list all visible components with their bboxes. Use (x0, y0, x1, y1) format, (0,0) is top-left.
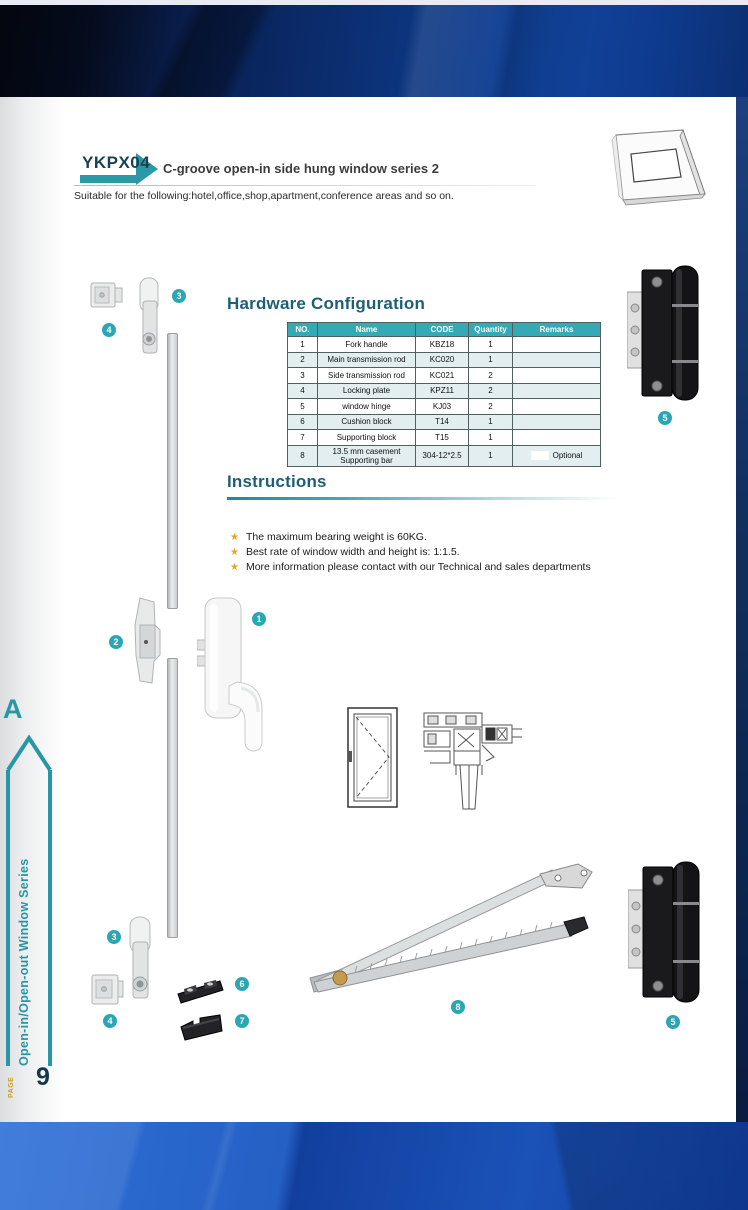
page-right-edge (736, 97, 748, 1122)
locking-plate-image (91, 972, 124, 1012)
section-letter: A (3, 694, 23, 724)
badge-hinge: 5 (666, 1015, 680, 1029)
instruction-text: Best rate of window width and height is: 1:1.5. (245, 546, 460, 558)
badge-main-rod: 2 (109, 635, 123, 649)
table-row: 1 Fork handle KBZ18 1 (288, 337, 601, 353)
badge-locking-plate: 4 (103, 1014, 117, 1028)
instruction-item (230, 546, 460, 558)
table-row: 4 Locking plate KPZ11 2 (288, 383, 601, 399)
instructions-title: Instructions (227, 472, 327, 491)
table-row: 8 13.5 mm casement Supporting bar 304-12*2.5 1 Optional (288, 445, 601, 466)
product-code: YKPX04 (82, 153, 151, 172)
cushion-block-image (176, 975, 225, 1012)
hardware-config-title: Hardware Configuration (227, 294, 426, 313)
page-subtitle: Suitable for the following:hotel,office,shop,apartment,conference areas and so on. (74, 190, 454, 202)
supporting-bar-image (300, 862, 602, 999)
badge-cushion-block: 6 (235, 977, 249, 991)
table-row: 3 Side transmission rod KC021 2 (288, 368, 601, 384)
window-hinge-image (627, 264, 701, 407)
star-icon: ★ (230, 562, 239, 573)
locking-plate-image (90, 281, 123, 314)
table-header-row (288, 323, 601, 337)
product-code-underline-bar (80, 175, 138, 183)
side-transmission-rod-image (136, 277, 162, 364)
table-row: 7 Supporting block T15 1 (288, 430, 601, 446)
badge-locking-plate: 4 (102, 323, 116, 337)
side-transmission-rod-image (124, 916, 154, 1009)
instruction-text: More information please contact with our Technical and sales departments (245, 561, 591, 573)
main-transmission-connector-image (132, 597, 162, 690)
col-remarks: Remarks (513, 323, 601, 337)
col-code: CODE (416, 323, 469, 337)
page-label: PAGE (8, 1076, 15, 1098)
col-name: Name (318, 323, 416, 337)
badge-fork-handle: 1 (252, 612, 266, 626)
transmission-rod-lower (167, 658, 178, 938)
instruction-item (230, 531, 427, 543)
header-divider (74, 185, 536, 186)
optional-checkbox (531, 451, 549, 460)
window-elevation-drawing (347, 707, 399, 814)
instruction-item (230, 561, 591, 573)
badge-supporting-block: 7 (235, 1014, 249, 1028)
window-frame-3d-image (598, 122, 710, 225)
transmission-rod-upper (167, 333, 178, 609)
col-quantity: Quantity (469, 323, 513, 337)
page-number: 9 (36, 1063, 50, 1091)
table-row: 2 Main transmission rod KC020 1 (288, 352, 601, 368)
badge-hinge: 5 (658, 411, 672, 425)
window-hinge-image (628, 860, 702, 1009)
instructions-underline (227, 497, 619, 500)
badge-side-rod: 3 (107, 930, 121, 944)
badge-supporting-bar: 8 (451, 1000, 465, 1014)
profile-section-drawing (420, 705, 522, 820)
table-row: 6 Cushion block T14 1 (288, 414, 601, 430)
badge-side-rod: 3 (172, 289, 186, 303)
hardware-config-table (287, 322, 601, 467)
table-row: 5 window hinge KJ03 2 (288, 399, 601, 415)
supporting-block-image (179, 1014, 224, 1047)
top-banner-graphic (0, 5, 748, 97)
star-icon: ★ (230, 547, 239, 558)
series-tab-label: Open-in/Open-out Window Series (17, 858, 31, 1066)
page-title: C-groove open-in side hung window series 2 (163, 161, 439, 176)
optional-label: Optional (552, 450, 583, 460)
bottom-banner-graphic (0, 1122, 748, 1210)
instruction-text: The maximum bearing weight is 60KG. (245, 531, 427, 543)
col-no: NO. (288, 323, 318, 337)
star-icon: ★ (230, 532, 239, 543)
